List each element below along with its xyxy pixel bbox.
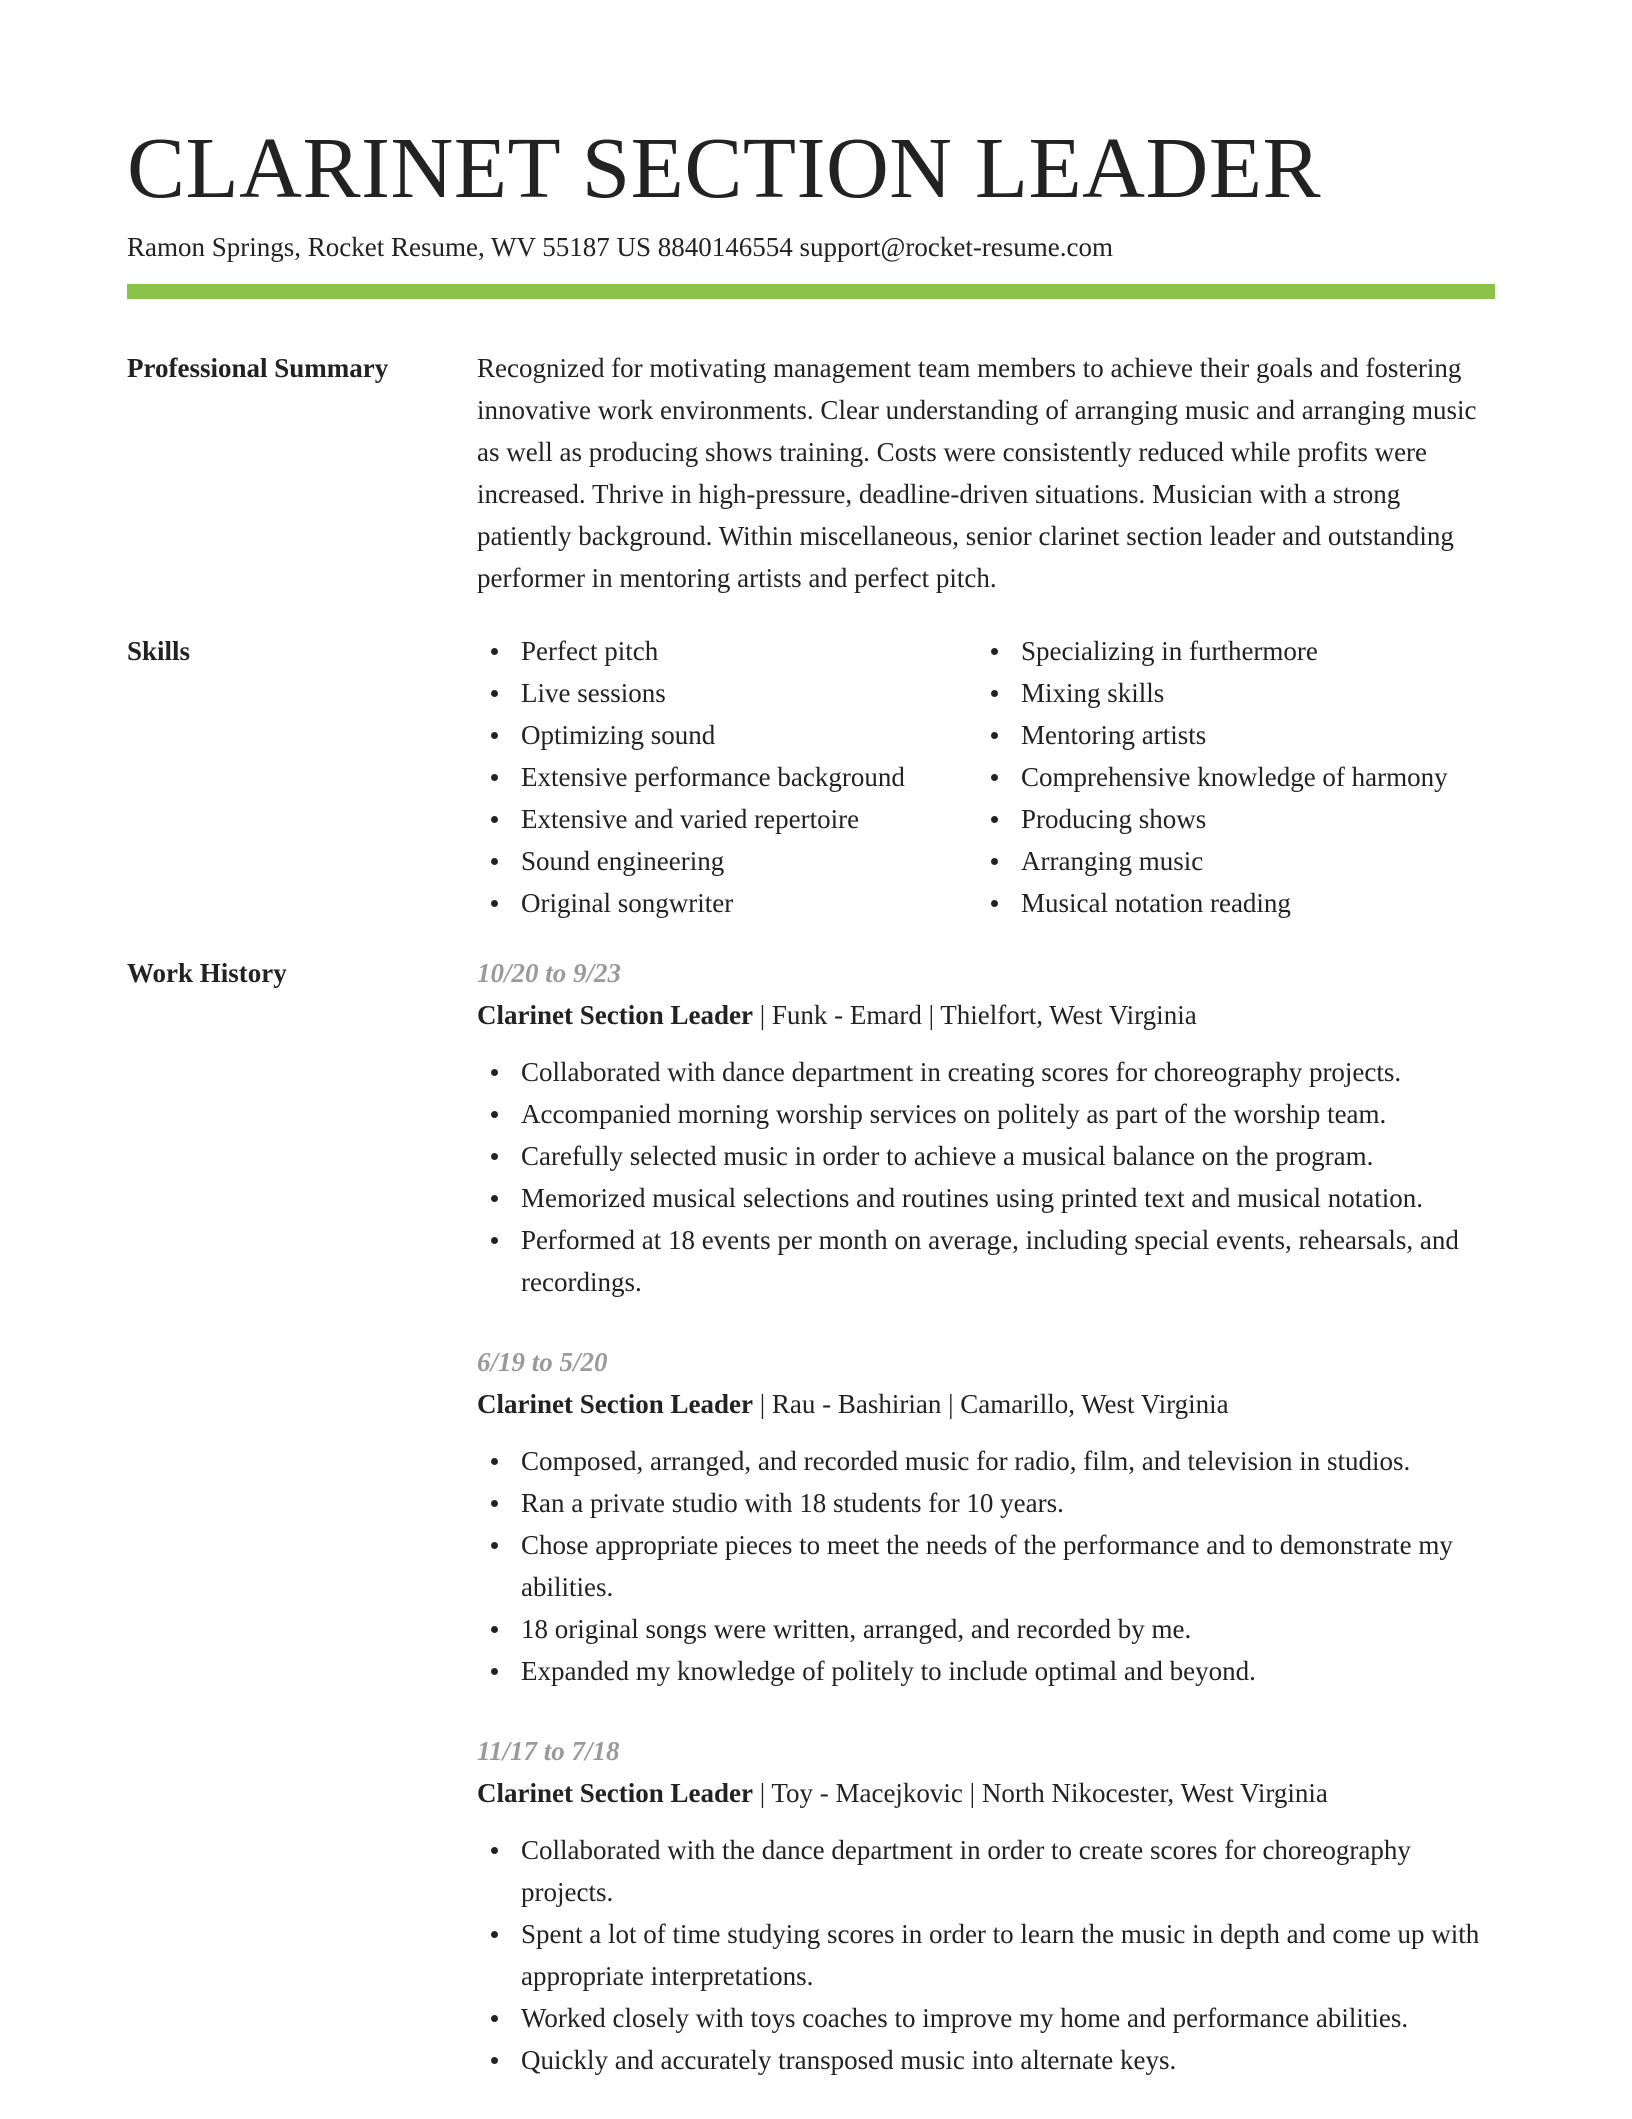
job-dates: 11/17 to 7/18 [477,1736,620,1766]
job-bullet: Worked closely with toys coaches to improve my home and performance abilities. [477,1997,1495,2039]
job-entry [477,952,1495,1303]
accent-divider [127,284,1495,299]
skills-column-left [477,630,977,924]
skill-item: Producing shows [977,798,1495,840]
job-bullets [477,1051,1495,1303]
job-entry [477,1341,1495,1692]
skill-item: Mixing skills [977,672,1495,714]
skill-item: Original songwriter [477,882,977,924]
job-bullet: Expanded my knowledge of politely to include optimal and beyond. [477,1650,1495,1692]
job-bullet: Accompanied morning worship services on politely as part of the worship team. [477,1093,1495,1135]
work-section-title: Work History [127,958,287,988]
skill-item: Mentoring artists [977,714,1495,756]
job-details: | Rau - Bashirian | Camarillo, West Virginia [752,1389,1229,1419]
job-bullet: Quickly and accurately transposed music into alternate keys. [477,2039,1495,2081]
job-bullet: 18 original songs were written, arranged, and recorded by me. [477,1608,1495,1650]
job-heading [477,1772,1495,1814]
skills-section [477,630,1495,924]
job-dates: 10/20 to 9/23 [477,958,622,988]
summary-section [477,347,1495,599]
job-details: | Funk - Emard | Thielfort, West Virginia [752,1000,1197,1030]
job-dates: 6/19 to 5/20 [477,1347,608,1377]
resume-name-heading: CLARINET SECTION LEADER [127,119,1321,216]
skill-item: Optimizing sound [477,714,977,756]
skill-item: Perfect pitch [477,630,977,672]
contact-line: Ramon Springs, Rocket Resume, WV 55187 US 8840146554 support@rocket-resume.com [127,232,1114,262]
job-heading [477,1383,1495,1425]
skill-item: Arranging music [977,840,1495,882]
job-bullet: Composed, arranged, and recorded music for radio, film, and television in studios. [477,1440,1495,1482]
skill-item: Sound engineering [477,840,977,882]
job-title: Clarinet Section Leader [477,1389,753,1419]
skill-item: Specializing in furthermore [977,630,1495,672]
skill-item: Live sessions [477,672,977,714]
skills-column-right [977,630,1495,924]
job-bullet: Ran a private studio with 18 students for 10 years. [477,1482,1495,1524]
work-history-section [477,952,1495,2119]
summary-section-title: Professional Summary [127,353,389,383]
job-bullet: Carefully selected music in order to achieve a musical balance on the program. [477,1135,1495,1177]
job-details: | Toy - Macejkovic | North Nikocester, West Virginia [752,1778,1328,1808]
job-title: Clarinet Section Leader [477,1778,753,1808]
job-entry [477,1730,1495,2081]
skill-item: Extensive and varied repertoire [477,798,977,840]
job-bullets [477,1829,1495,2081]
skill-item: Comprehensive knowledge of harmony [977,756,1495,798]
summary-text: Recognized for motivating management team members to achieve their goals and fostering innovative work environments. Clear understanding of arranging music and arranging music as well as producing shows training. Costs were consistently reduced while profits were increased. Thrive in high-pressure, deadline-driven situations. Musician with a strong patiently background. Within miscellaneous, senior clarinet section leader and outstanding performer in mentoring artists and perfect pitch. [477,353,1477,593]
job-bullet: Chose appropriate pieces to meet the needs of the performance and to demonstrate my abilities. [477,1524,1495,1608]
job-bullets [477,1440,1495,1692]
skills-section-title: Skills [127,636,191,666]
job-heading [477,994,1495,1036]
skill-item: Musical notation reading [977,882,1495,924]
job-bullet: Collaborated with the dance department in order to create scores for choreography projects. [477,1829,1495,1913]
job-bullet: Memorized musical selections and routines using printed text and musical notation. [477,1177,1495,1219]
job-title: Clarinet Section Leader [477,1000,753,1030]
skill-item: Extensive performance background [477,756,977,798]
job-bullet: Performed at 18 events per month on average, including special events, rehearsals, and recordings. [477,1219,1495,1303]
job-bullet: Collaborated with dance department in creating scores for choreography projects. [477,1051,1495,1093]
job-bullet: Spent a lot of time studying scores in order to learn the music in depth and come up with appropriate interpretations. [477,1913,1495,1997]
